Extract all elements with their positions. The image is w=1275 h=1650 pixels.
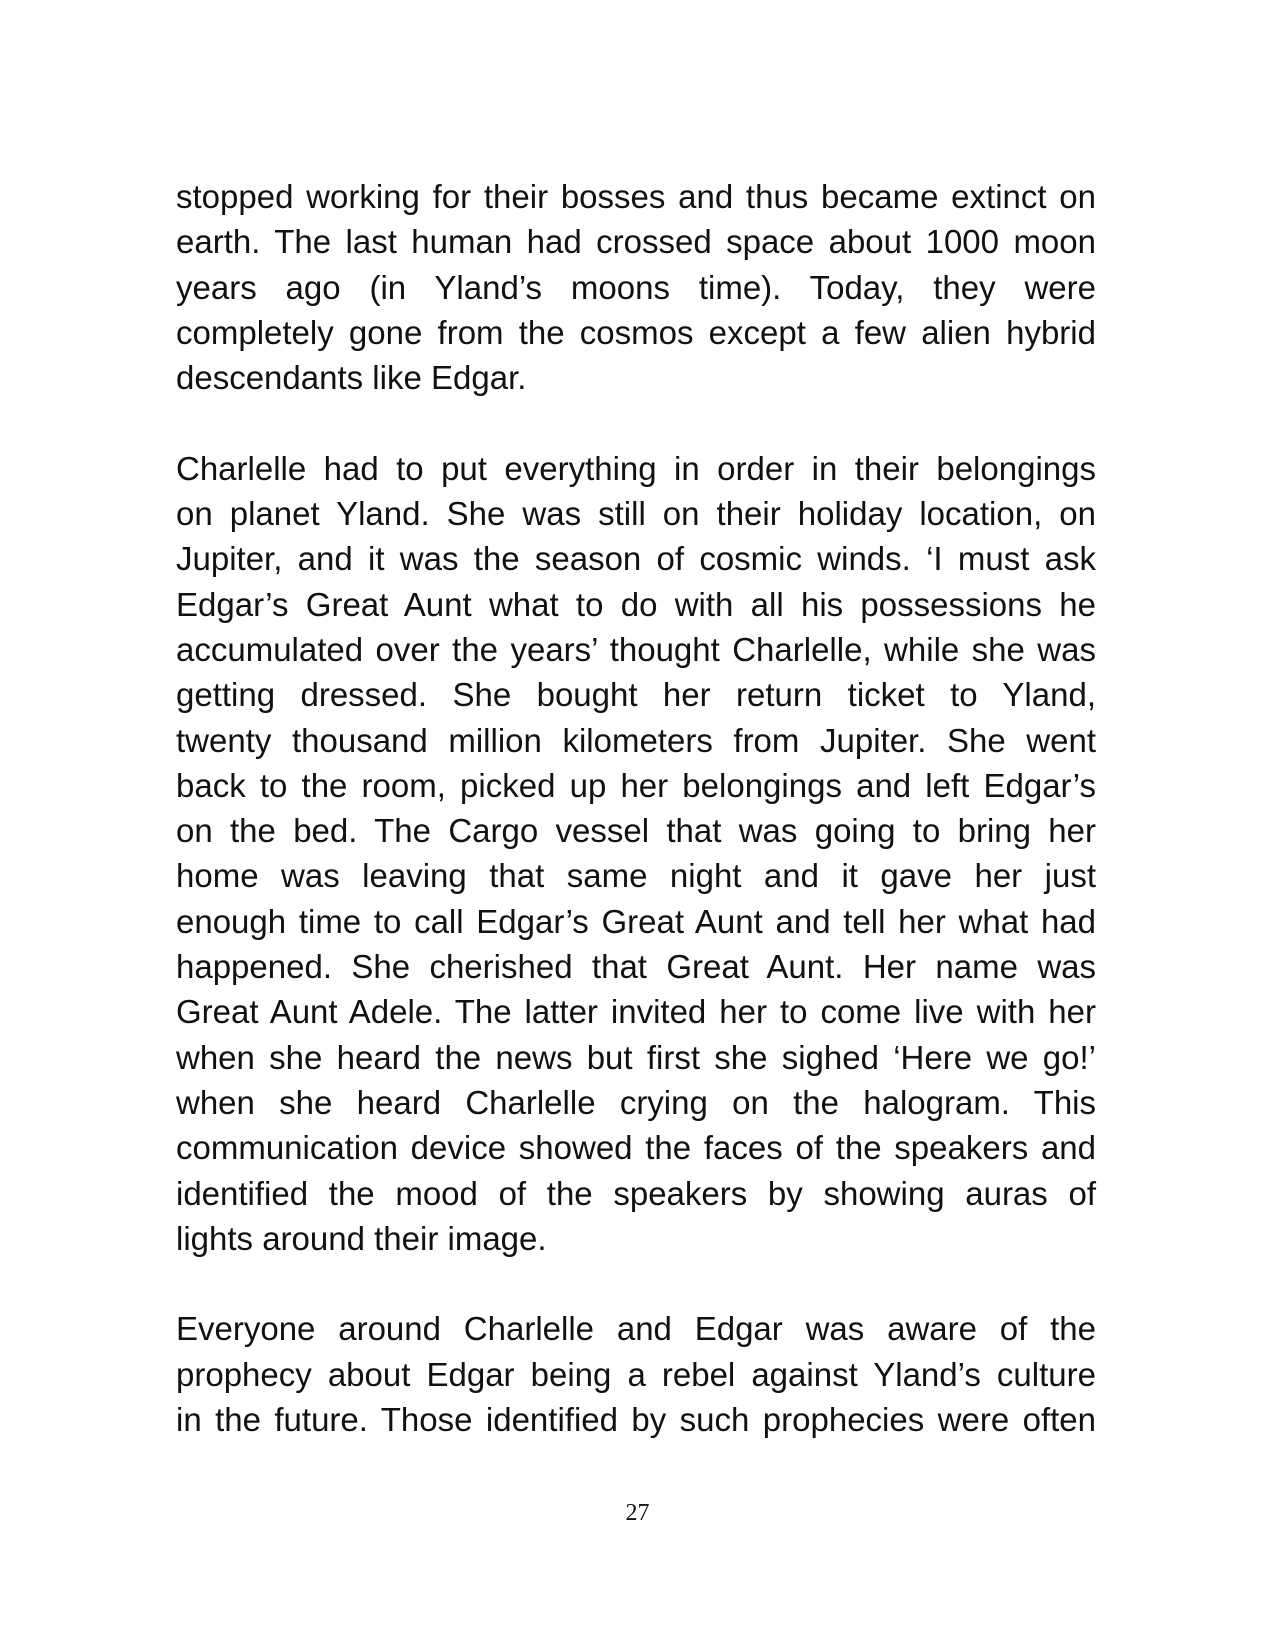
text-line: on the bed. The Cargo vessel that was going to bring her (176, 812, 1096, 850)
text-line: happened. She cherished that Great Aunt. Her name was (176, 948, 1096, 986)
text-line: home was leaving that same night and it gave her just (176, 857, 1096, 895)
text-line: earth. The last human had crossed space about 1000 moon (176, 223, 1096, 261)
text-line: enough time to call Edgar’s Great Aunt and tell her what had (176, 902, 1096, 940)
text-line: when she heard the news but first she sighed ‘Here we go!’ (176, 1038, 1096, 1076)
text-line: descendants like Edgar. (176, 359, 527, 397)
text-line: communication device showed the faces of the speakers and (176, 1129, 1096, 1167)
text-line: prophecy about Edgar being a rebel against Yland’s culture (176, 1355, 1096, 1393)
text-line: lights around their image. (176, 1219, 547, 1257)
text-line: identified the mood of the speakers by showing auras of (176, 1174, 1096, 1212)
text-line: when she heard Charlelle crying on the halogram. This (176, 1083, 1096, 1121)
text-line: accumulated over the years’ thought Charlelle, while she was (176, 630, 1096, 668)
body-text (176, 174, 1096, 1442)
text-line: years ago (in Yland’s moons time). Today, they were (176, 268, 1096, 306)
text-line: Jupiter, and it was the season of cosmic winds. ‘I must ask (176, 540, 1096, 578)
text-line: Charlelle had to put everything in order in their belongings (176, 449, 1096, 487)
paragraph-2 (176, 446, 1096, 1261)
text-line: on planet Yland. She was still on their holiday location, on (176, 495, 1096, 533)
text-line: stopped working for their bosses and thus became extinct on (176, 178, 1096, 215)
text-line: in the future. Those identified by such prophecies were often (176, 1401, 1096, 1439)
text-line: back to the room, picked up her belongings and left Edgar’s (176, 766, 1096, 804)
paragraph-1 (176, 174, 1096, 400)
page-number: 27 (625, 1500, 650, 1526)
text-line: Great Aunt Adele. The latter invited her to come live with her (176, 993, 1096, 1031)
text-line: twenty thousand million kilometers from Jupiter. She went (176, 721, 1096, 759)
text-line: Edgar’s Great Aunt what to do with all his possessions he (176, 585, 1096, 623)
text-line: Everyone around Charlelle and Edgar was aware of the (176, 1310, 1096, 1348)
paragraph-3 (176, 1306, 1096, 1442)
text-line: getting dressed. She bought her return ticket to Yland, (176, 676, 1096, 714)
text-line: completely gone from the cosmos except a few alien hybrid (176, 313, 1096, 351)
